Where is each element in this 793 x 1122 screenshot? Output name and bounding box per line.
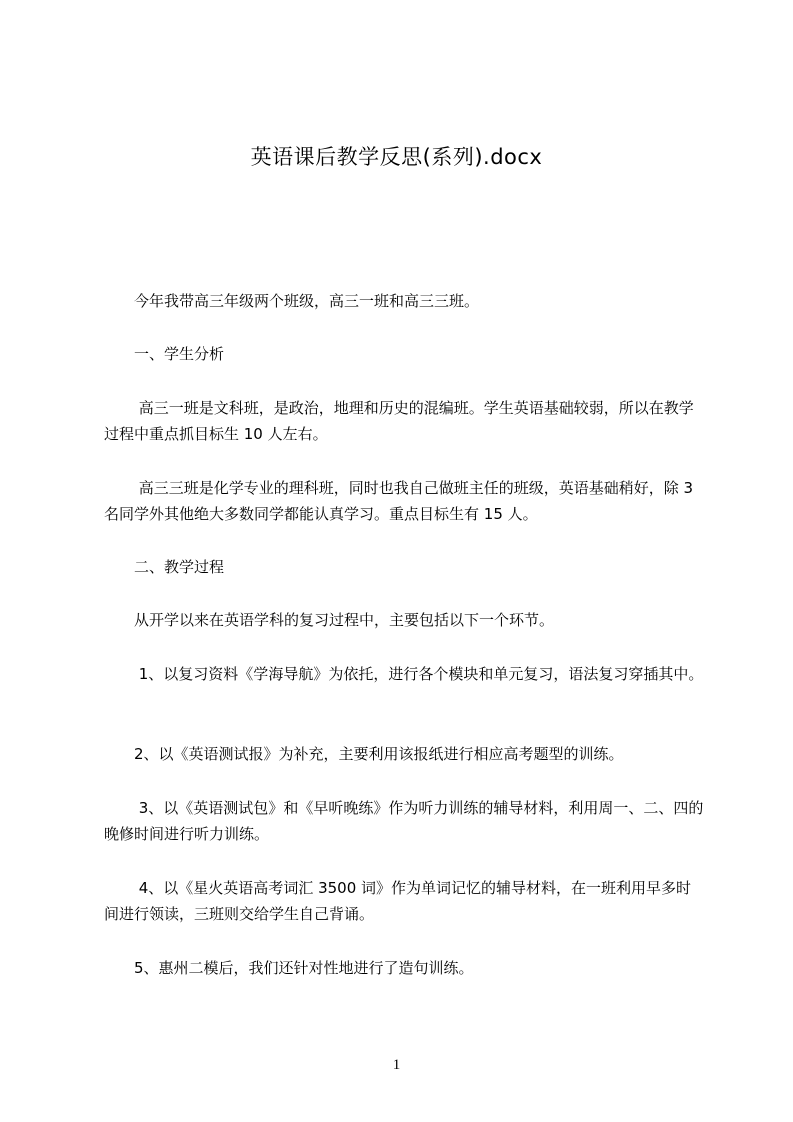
list-item-1: 1、以复习资料《学海导航》为依托，进行各个模块和单元复习，语法复习穿插其中。 (104, 665, 704, 683)
paragraph-class-one: 高三一班是文科班，是政治，地理和历史的混编班。学生英语基础较弱，所以在教学过程中重点抓目标生 10 人左右。 (104, 399, 694, 443)
paragraph-intro: 今年我带高三年级两个班级，高三一班和高三三班。 (104, 292, 480, 310)
paragraph-class-three: 高三三班是化学专业的理科班，同时也我自己做班主任的班级，英语基础稍好，除 3 名同学外其他绝大多数同学都能认真学习。重点目标生有 15 人。 (104, 479, 694, 523)
list-item-5: 5、惠州二模后，我们还针对性地进行了造句训练。 (104, 959, 474, 977)
page-number: 1 (392, 1057, 401, 1073)
list-item-3: 3、以《英语测试包》和《早听晚练》作为听力训练的辅导材料，利用周一、二、四的晚修时间进行听力训练。 (104, 799, 704, 843)
paragraph-process-intro: 从开学以来在英语学科的复习过程中，主要包括以下一个环节。 (104, 611, 555, 629)
section-heading-teaching-process: 二、教学过程 (104, 558, 225, 576)
list-item-4: 4、以《星火英语高考词汇 3500 词》作为单词记忆的辅导材料，在一班利用早多时间进行领读，三班则交给学生自己背诵。 (104, 879, 692, 923)
document-title: 英语课后教学反思(系列).docx (250, 145, 543, 169)
list-item-2: 2、以《英语测试报》为补充，主要利用该报纸进行相应高考题型的训练。 (104, 745, 624, 763)
section-heading-student-analysis: 一、学生分析 (104, 345, 225, 363)
